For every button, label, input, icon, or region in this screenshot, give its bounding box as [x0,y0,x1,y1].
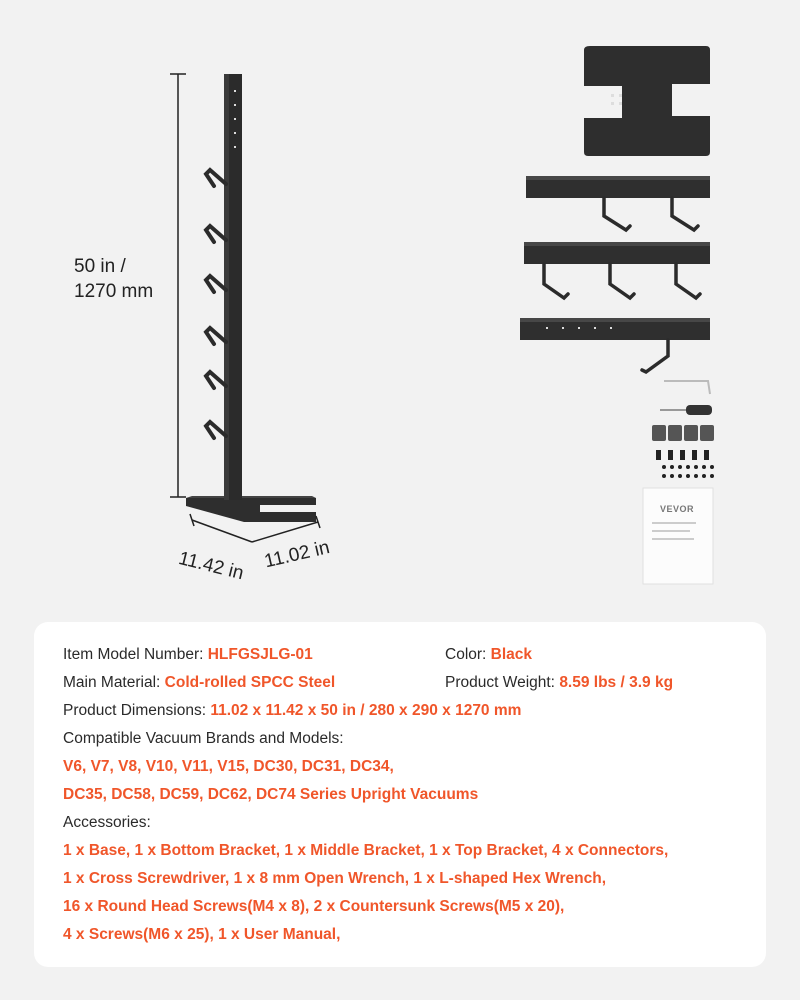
bracket-three-hooks [524,242,710,298]
spec-dimensions [63,700,521,722]
hex-wrench [664,381,710,394]
spec-card [34,622,766,967]
spec-compat-line-1: V6, V7, V8, V10, V11, V15, DC30, DC31, DC34, [63,758,394,775]
spec-model [63,644,313,666]
spec-compat-line-2: DC35, DC58, DC59, DC62, DC74 Series Upright Vacuums [63,786,479,803]
spec-model-label: Item Model Number: [63,646,208,663]
height-dimension-line [170,74,186,497]
spec-weight-label: Product Weight: [445,674,560,691]
spec-compat-label: Compatible Vacuum Brands and Models: [63,730,344,747]
spec-accessories-line-3: 16 x Round Head Screws(M4 x 8), 2 x Countersunk Screws(M5 x 20), [63,898,565,915]
spec-material [63,672,335,694]
height-inches: 50 in / [74,256,126,277]
connectors [652,425,714,441]
cross-screwdriver [660,405,712,415]
spec-color-label: Color: [445,646,491,663]
spec-model-value: HLFGSJLG-01 [207,646,313,663]
spec-material-value: Cold-rolled SPCC Steel [164,674,336,691]
spec-weight-value: 8.59 lbs / 3.9 kg [559,674,674,691]
spec-color [445,644,532,666]
assembled-rack [186,74,316,522]
spec-dimensions-value: 11.02 x 11.42 x 50 in / 280 x 290 x 1270 mm [210,702,522,719]
spec-material-label: Main Material: [63,674,165,691]
bracket-one-hook [520,318,710,372]
spec-color-value: Black [490,646,533,663]
height-mm: 1270 mm [74,281,154,302]
spec-weight [445,672,673,694]
base-plate-part [584,46,710,156]
spec-accessories-label: Accessories: [63,814,151,831]
bracket-two-hooks [526,176,710,230]
spec-accessories-line-1: 1 x Base, 1 x Bottom Bracket, 1 x Middle Bracket, 1 x Top Bracket, 4 x Connectors, [63,842,669,859]
spec-accessories-line-4: 4 x Screws(M6 x 25), 1 x User Manual, [63,926,341,943]
user-manual [643,488,713,584]
spec-dimensions-label: Product Dimensions: [63,702,211,719]
spec-accessories-line-2: 1 x Cross Screwdriver, 1 x 8 mm Open Wrench, 1 x L-shaped Hex Wrench, [63,870,606,887]
manual-brand-logo: VEVOR [660,504,695,514]
screws [656,450,714,478]
height-label [74,254,153,304]
width-label: 11.02 in [262,537,332,573]
depth-label: 11.42 in [176,547,246,585]
